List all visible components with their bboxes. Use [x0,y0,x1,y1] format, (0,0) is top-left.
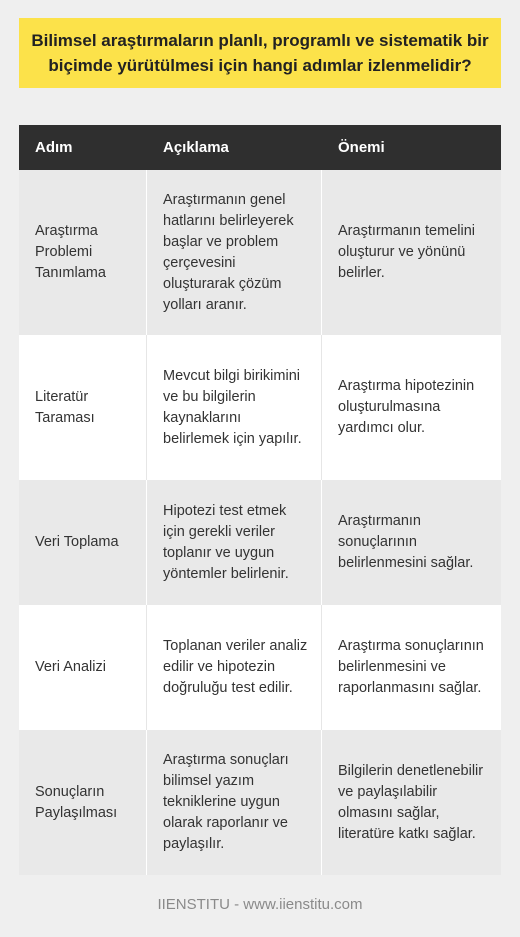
description-cell: Araştırmanın genel hatlarını belirleyerek başlar ve problem çerçevesini oluşturarak çözüm yolları aranır. [147,170,322,335]
importance-cell: Araştırma sonuçlarının belirlenmesini ve raporlanmasını sağlar. [338,638,484,696]
importance-cell: Bilgilerin denetlenebilir ve paylaşılabilir olmasını sağlar, literatüre katkı sağlar. [338,762,484,842]
description-cell: Toplanan veriler analiz edilir ve hipotezin doğruluğu test edilir. [147,605,322,730]
step-cell: Araştırma Problemi Tanımlama [19,170,147,335]
footer-credit: IIENSTITU - www.iienstitu.com [157,896,363,913]
step-cell: Veri Analizi [19,605,147,730]
header-description: Açıklama [163,139,229,156]
title-banner [19,18,501,88]
importance-cell: Araştırmanın temelini oluşturur ve yönünü belirler. [338,223,475,281]
description-cell: Hipotezi test etmek için gerekli veriler toplanır ve uygun yöntemler belirlenir. [147,480,322,605]
header-importance: Önemi [338,139,385,156]
step-cell: Veri Toplama [19,480,147,605]
table-row [19,605,501,730]
table-row [19,730,501,875]
table-row [19,170,501,335]
step-cell: Sonuçların Paylaşılması [19,730,147,875]
step-cell: Literatür Taraması [19,335,147,480]
table-header-row [19,125,501,170]
banner-title: Bilimsel araştırmaların planlı, programlı ve sistematik bir biçimde yürütülmesi için hangi adımlar izlenmelidir? [31,31,489,75]
steps-table [19,125,501,875]
importance-cell: Araştırma hipotezinin oluşturulmasına yardımcı olur. [338,378,475,436]
description-cell: Araştırma sonuçları bilimsel yazım tekniklerine uygun olarak raporlanır ve paylaşılır. [147,730,322,875]
importance-cell: Araştırmanın sonuçlarının belirlenmesini sağlar. [338,513,474,571]
table-row [19,480,501,605]
table-row [19,335,501,480]
description-cell: Mevcut bilgi birikimini ve bu bilgilerin kaynaklarını belirlemek için yapılır. [147,335,322,480]
header-step: Adım [35,139,73,156]
